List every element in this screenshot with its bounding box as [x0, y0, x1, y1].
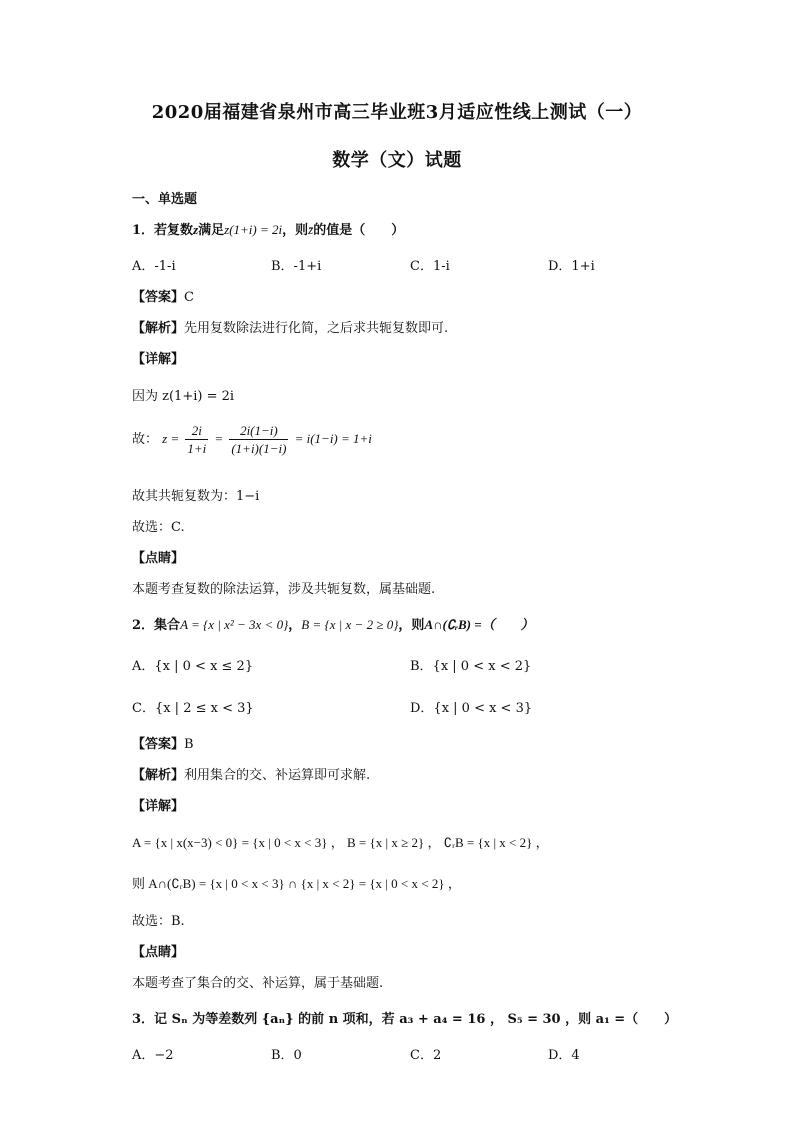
q1-step2-prefix: 故： — [132, 432, 159, 447]
q2-answer-value: B — [184, 737, 194, 752]
q1-stem-c: ，则 — [282, 223, 309, 238]
q2-step2: 则 A∩(∁ᵣB) = {x | 0 < x < 3} ∩ {x | x < 2} = {x | 0 < x < 2} ， — [132, 876, 461, 891]
q1-condition: z(1+i) = 2i — [224, 222, 283, 237]
q1-comment: 本题考查复数的除法运算，涉及共轭复数，属基础题. — [132, 582, 436, 597]
q2-comment: 本题考查了集合的交、补运算，属于基础题. — [132, 976, 384, 991]
q1-step3: 故其共轭复数为：1−i — [132, 489, 260, 504]
q2-option-b: B．{x | 0 < x < 2} — [410, 659, 532, 674]
q3-stem-text: 记 Sₙ 为等差数列 {aₙ} 的前 n 项和，若 a₃ + a₄ = 16 ， S₅ = 30 ，则 a₁ =（ ） — [154, 1012, 678, 1027]
q1-analysis — [132, 317, 448, 336]
q1-step2 — [132, 422, 372, 457]
q1-comment-tag: 【点睛】 — [132, 551, 185, 566]
q2-analysis — [132, 764, 370, 783]
q1-step2-lhs: z = — [162, 431, 180, 446]
q1-stem-d: 的值是（ ） — [313, 223, 405, 238]
q1-stem-b: 满足 — [198, 223, 225, 238]
q1-analysis-tag: 【解析】 — [132, 321, 185, 336]
q1-option-a: A．-1-i — [132, 259, 176, 274]
page-title: 2020届福建省泉州市高三毕业班3月适应性线上测试（一） — [151, 102, 643, 123]
q1-number: 1． — [132, 223, 155, 238]
q3-option-d: D．4 — [548, 1048, 580, 1063]
q2-step1: A = {x | x(x−3) < 0} = {x | 0 < x < 3} ， B = {x | x ≥ 2} ， ∁ᵣB = {x | x < 2} ， — [132, 835, 549, 850]
q2-stem-b: ，则 — [398, 618, 425, 633]
q3-stem — [132, 1008, 677, 1027]
q1-fraction-2 — [229, 422, 288, 457]
q2-analysis-tag: 【解析】 — [132, 768, 185, 783]
q1-answer-tag: 【答案】 — [132, 290, 185, 305]
q1-step2-equals: = — [214, 431, 224, 446]
q1-fraction-2-numerator: 2i(1−i) — [229, 422, 288, 440]
q2-option-a: A．{x | 0 < x ≤ 2} — [132, 659, 254, 674]
q3-number: 3． — [132, 1012, 155, 1027]
q1-fraction-1 — [185, 422, 208, 457]
q3-option-c: C．2 — [410, 1048, 442, 1063]
q1-step2-rhs: = i(1−i) = 1+i — [294, 431, 372, 446]
q1-zbar: z̄ — [308, 222, 314, 237]
q2-set-b: B = {x | x − 2 ≥ 0} — [301, 617, 399, 632]
q1-step1: 因为 z(1+i) = 2i — [132, 389, 235, 404]
q2-detail-tag: 【详解】 — [132, 799, 185, 814]
q1-analysis-text: 先用复数除法进行化简，之后求共轭复数即可. — [184, 321, 449, 336]
q2-answer-tag: 【答案】 — [132, 737, 185, 752]
q1-answer-value: C — [184, 290, 194, 305]
q2-stem-a: 集合 — [154, 618, 181, 633]
section-label: 一、单选题 — [132, 192, 198, 207]
q2-separator: ， — [288, 618, 302, 633]
q1-option-d: D．1+i — [548, 259, 595, 274]
q1-option-c: C．1-i — [410, 259, 450, 274]
q1-fraction-2-denominator: (1+i)(1−i) — [231, 441, 287, 456]
q1-var-z: z — [193, 222, 199, 237]
q1-answer — [132, 286, 194, 305]
q1-step4: 故选：C. — [132, 520, 185, 535]
q3-option-b: B．0 — [271, 1048, 302, 1063]
q2-expression: A∩(∁ᵣB) =（ ） — [424, 617, 534, 632]
q2-analysis-text: 利用集合的交、补运算即可求解. — [184, 768, 371, 783]
q1-fraction-1-denominator: 1+i — [187, 441, 207, 456]
q1-fraction-1-numerator: 2i — [185, 422, 208, 440]
q2-option-c: C．{x | 2 ≤ x < 3} — [132, 701, 254, 716]
q2-answer — [132, 733, 194, 752]
q1-detail-tag: 【详解】 — [132, 352, 185, 367]
q1-stem-a: 若复数 — [154, 223, 194, 238]
q1-stem — [132, 219, 404, 238]
q2-option-d: D．{x | 0 < x < 3} — [410, 701, 533, 716]
q2-stem — [132, 614, 534, 633]
q2-step3: 故选：B. — [132, 914, 185, 929]
q2-comment-tag: 【点睛】 — [132, 945, 185, 960]
page-subtitle: 数学（文）试题 — [332, 150, 462, 171]
q3-option-a: A．−2 — [132, 1048, 174, 1063]
q1-option-b: B．-1+i — [271, 259, 322, 274]
q2-number: 2． — [132, 618, 155, 633]
q2-set-a: A = {x | x² − 3x < 0} — [180, 617, 289, 632]
